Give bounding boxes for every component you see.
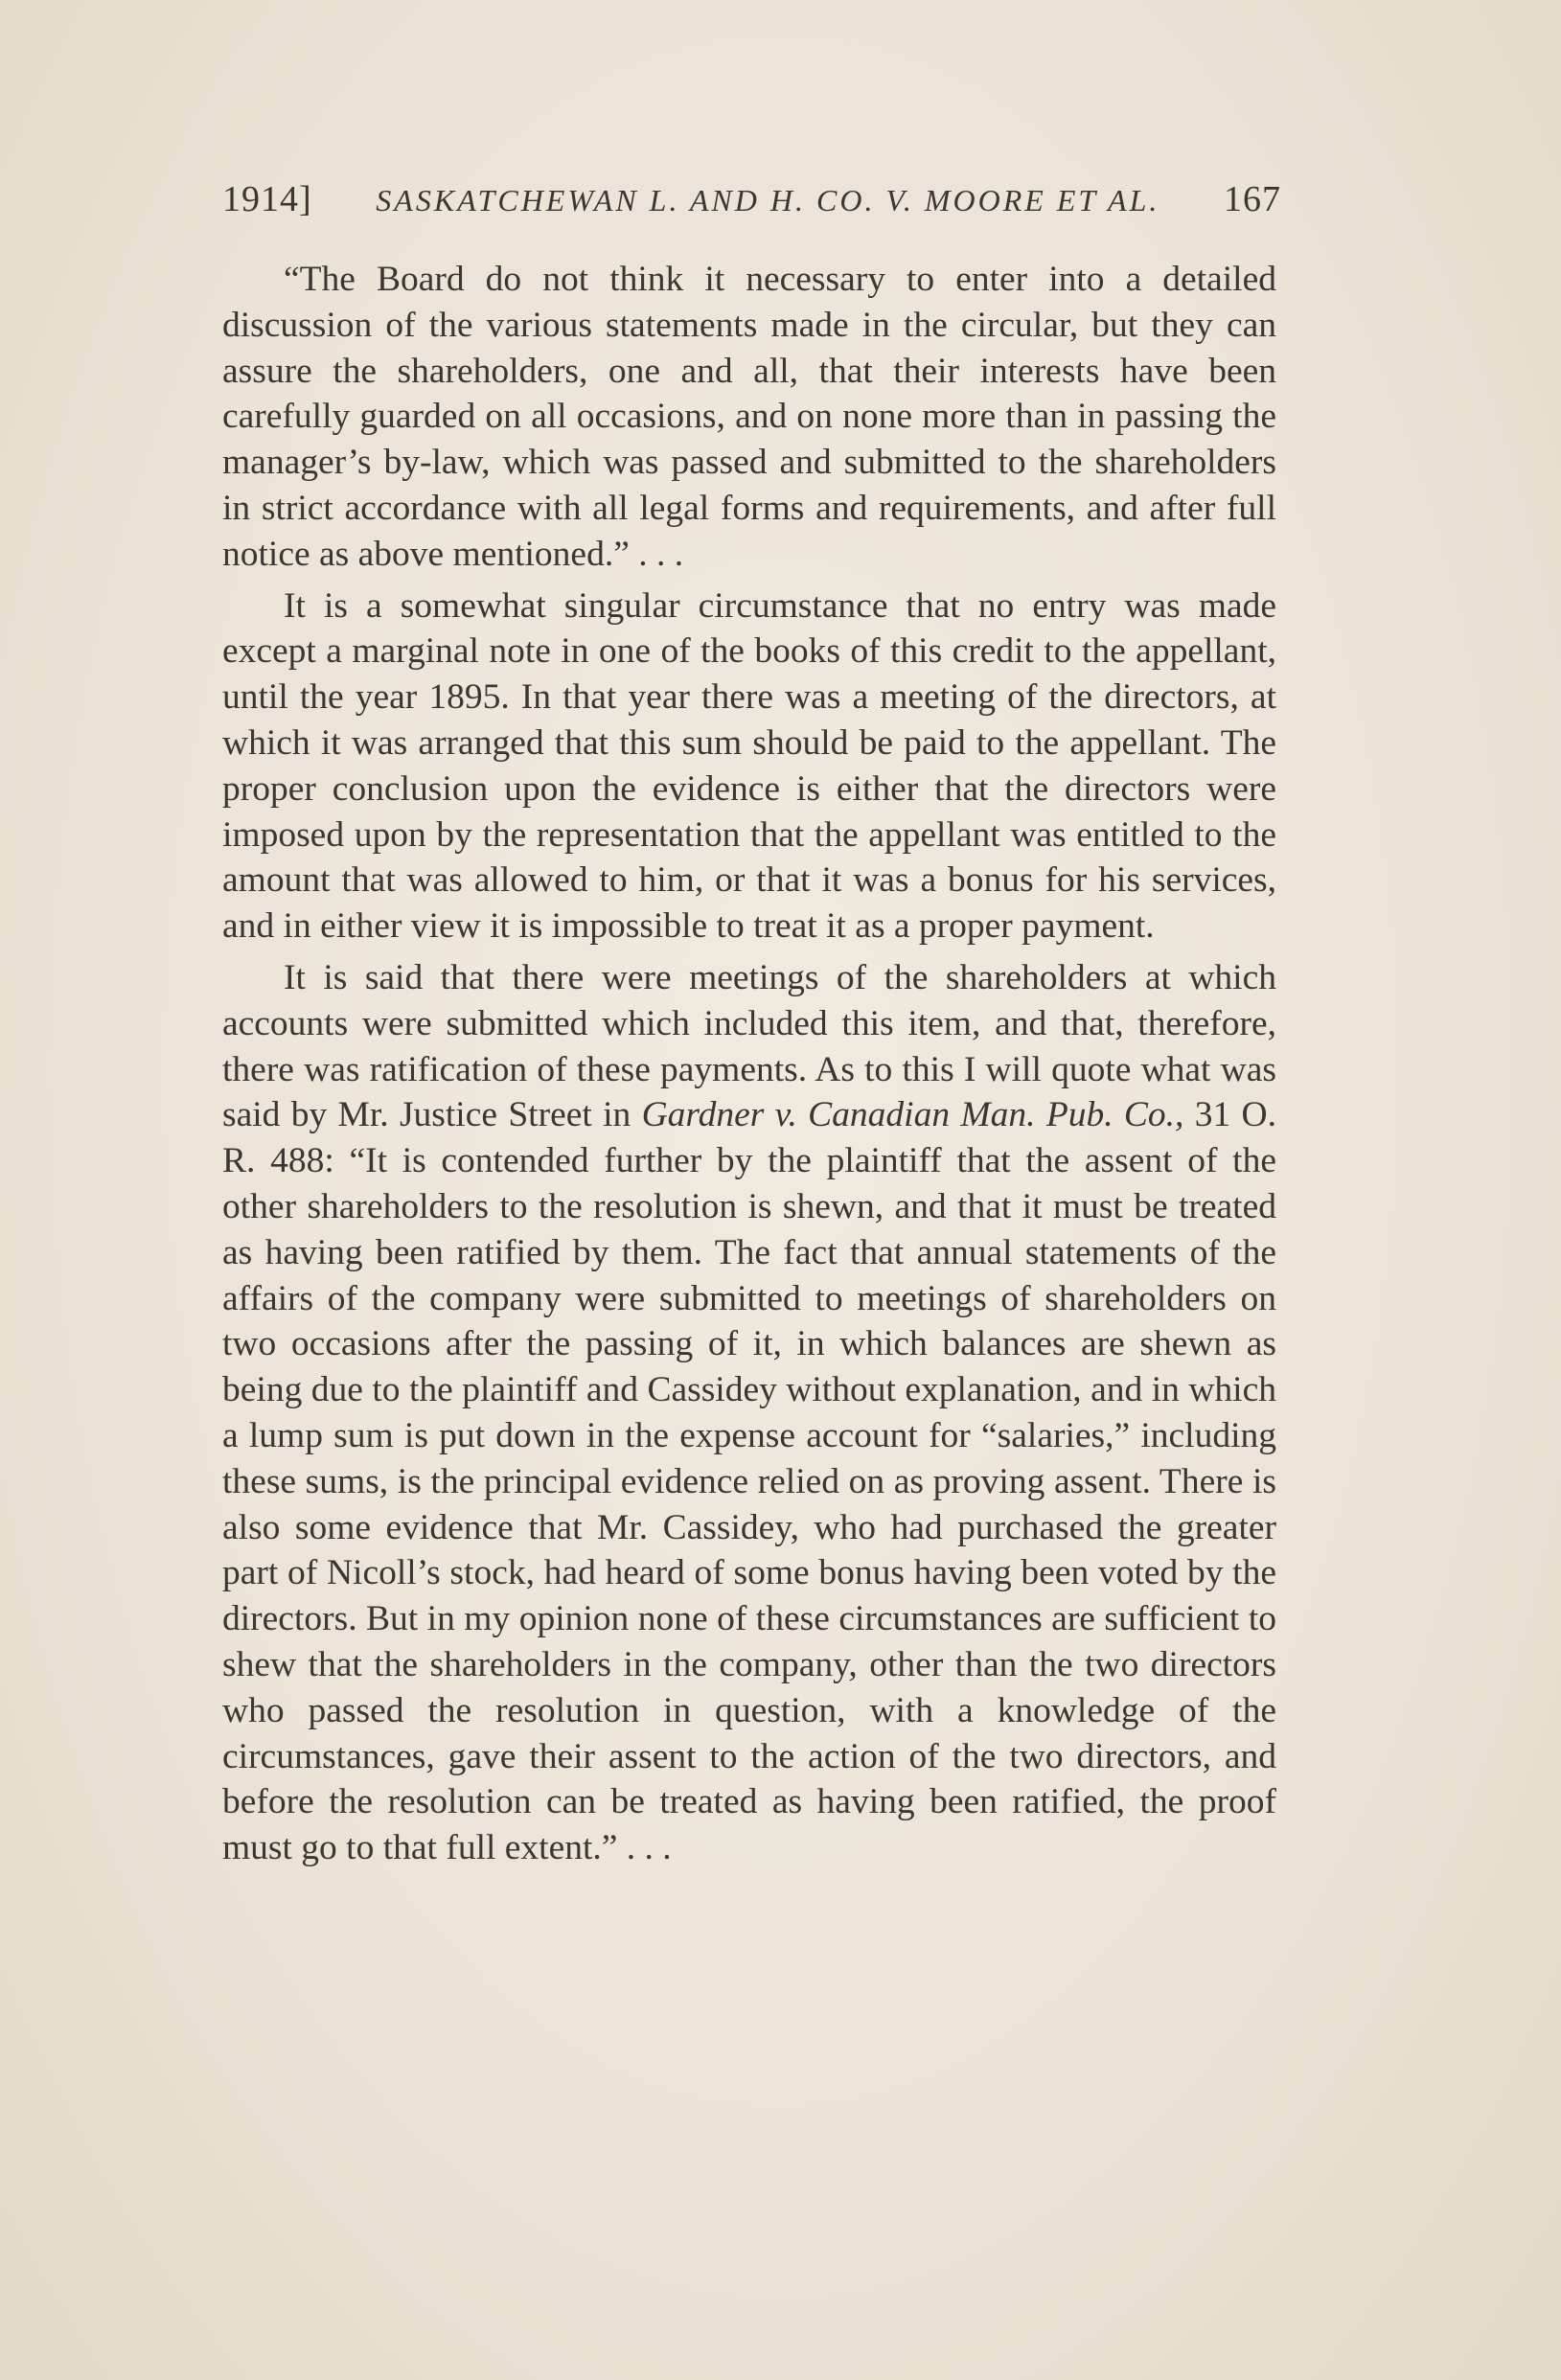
- page-number: 167: [1224, 179, 1281, 219]
- paragraph-text-after-case: 31 O. R. 488: “It is contended further by the plaintiff that the assent of the other shareholders to the resolution is shewn, and that it must be treated as having been ratified by them. The fact that annual statements of the affairs of the company were submitted to meetings of shareholders on two occasions after the passing of it, in which balances are shewn as being due to the plaintiff and Cassidey without explanation, and in which a lump sum is put down in the expense account for “salaries,” including these sums, is the principal evidence relied on as proving assent. There is also some evidence that Mr. Cassidey, who had purchased the greater part of Nicoll’s stock, had heard of some bonus having been voted by the directors. But in my opinion none of these circumstances are sufficient to shew that the shareholders in the company, other than the two directors who passed the resolution in question, with a knowledge of the circumstances, gave their assent to the action of the two directors, and before the resolution can be treated as having been ratified, the proof must go to that full extent.” . . .: [222, 1095, 1276, 1868]
- paragraph-entry-circumstance: It is a somewhat singular circumstance that no entry was made except a marginal note in one of the books of this credit to the appellant, until the year 1895. In that year there was a meeting of the directors, at which it was arranged that this sum should be paid to the appellant. The proper conclusion upon the evidence is either that the directors were imposed upon by the representation that the appellant was entitled to the amount that was allowed to him, or that it was a bonus for his services, and in either view it is impossible to treat it as a proper payment.: [222, 585, 1276, 947]
- paragraph-text-before-case: It is said that there were meetings of the shareholders at which accounts were submitted which included this item, and that, therefore, there was ratification of these payments. As to this I will quote what was said by Mr. Justice Street in: [222, 957, 1276, 1135]
- running-header: [222, 178, 1281, 236]
- case-citation-name: Gardner v. Canadian Man. Pub. Co.,: [641, 1095, 1184, 1135]
- header-case-title: SASKATCHEWAN L. AND H. CO. V. MOORE ET AL.: [376, 183, 1160, 217]
- paragraph-ratification: [222, 955, 1276, 1871]
- body-text: [222, 257, 1276, 1877]
- paragraph-board-quote: “The Board do not think it necessary to enter into a detailed discussion of the various statements made in the circular, but they can assure the shareholders, one and all, that their interests have been carefully guarded on all occasions, and on none more than in passing the manager’s by-law, which was passed and submitted to the shareholders in strict accordance with all legal forms and requirements, and after full notice as above mentioned.” . . .: [222, 260, 1276, 574]
- header-year: 1914]: [222, 179, 312, 219]
